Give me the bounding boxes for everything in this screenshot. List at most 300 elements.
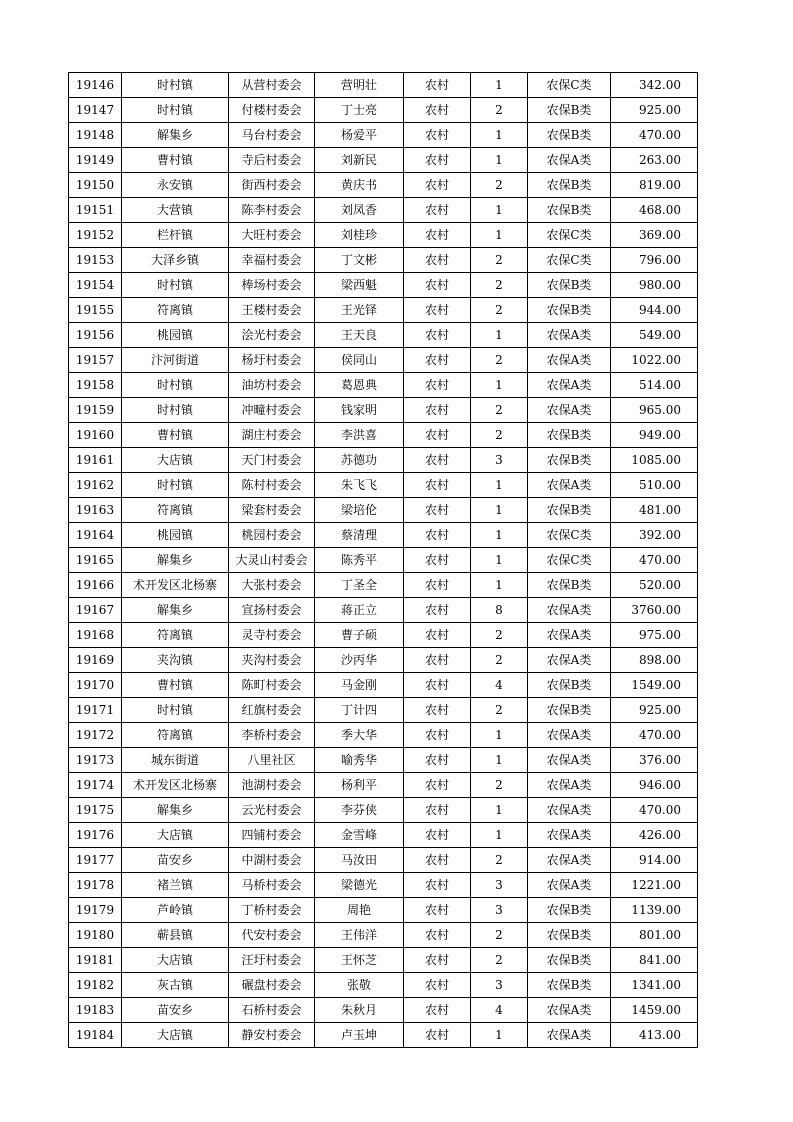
village-cell: 油坊村委会 [229, 373, 315, 398]
household-type-cell: 农村 [404, 273, 471, 298]
amount-cell: 376.00 [611, 748, 698, 773]
name-cell: 朱飞飞 [315, 473, 404, 498]
name-cell: 喻秀华 [315, 748, 404, 773]
member-count-cell: 2 [471, 248, 528, 273]
town-cell: 解集乡 [122, 598, 229, 623]
village-cell: 梁套村委会 [229, 498, 315, 523]
table-body [69, 73, 698, 1048]
record-id-cell: 19171 [69, 698, 122, 723]
record-id-cell: 19155 [69, 298, 122, 323]
record-id-cell: 19152 [69, 223, 122, 248]
record-id-cell: 19173 [69, 748, 122, 773]
member-count-cell: 3 [471, 898, 528, 923]
name-cell: 沙丙华 [315, 648, 404, 673]
household-type-cell: 农村 [404, 773, 471, 798]
amount-cell: 342.00 [611, 73, 698, 98]
village-cell: 幸福村委会 [229, 248, 315, 273]
table-row [69, 923, 698, 948]
village-cell: 汪圩村委会 [229, 948, 315, 973]
village-cell: 云光村委会 [229, 798, 315, 823]
category-cell: 农保A类 [528, 998, 611, 1023]
table-row [69, 673, 698, 698]
name-cell: 陈秀平 [315, 548, 404, 573]
table-row [69, 98, 698, 123]
table-row [69, 198, 698, 223]
amount-cell: 975.00 [611, 623, 698, 648]
table-row [69, 848, 698, 873]
town-cell: 解集乡 [122, 123, 229, 148]
amount-cell: 510.00 [611, 473, 698, 498]
amount-cell: 841.00 [611, 948, 698, 973]
record-id-cell: 19158 [69, 373, 122, 398]
amount-cell: 1459.00 [611, 998, 698, 1023]
name-cell: 季大华 [315, 723, 404, 748]
village-cell: 从营村委会 [229, 73, 315, 98]
record-id-cell: 19146 [69, 73, 122, 98]
household-type-cell: 农村 [404, 248, 471, 273]
table-row [69, 598, 698, 623]
table-row [69, 998, 698, 1023]
record-id-cell: 19147 [69, 98, 122, 123]
record-id-cell: 19176 [69, 823, 122, 848]
amount-cell: 1085.00 [611, 448, 698, 473]
village-cell: 夹沟村委会 [229, 648, 315, 673]
category-cell: 农保B类 [528, 423, 611, 448]
category-cell: 农保A类 [528, 473, 611, 498]
household-type-cell: 农村 [404, 723, 471, 748]
name-cell: 刘桂珍 [315, 223, 404, 248]
town-cell: 芦岭镇 [122, 898, 229, 923]
name-cell: 杨爱平 [315, 123, 404, 148]
member-count-cell: 1 [471, 323, 528, 348]
record-id-cell: 19183 [69, 998, 122, 1023]
member-count-cell: 3 [471, 973, 528, 998]
record-id-cell: 19177 [69, 848, 122, 873]
table-row [69, 773, 698, 798]
record-id-cell: 19178 [69, 873, 122, 898]
village-cell: 桃园村委会 [229, 523, 315, 548]
record-id-cell: 19167 [69, 598, 122, 623]
town-cell: 时村镇 [122, 373, 229, 398]
town-cell: 城东街道 [122, 748, 229, 773]
name-cell: 李洪喜 [315, 423, 404, 448]
category-cell: 农保B类 [528, 273, 611, 298]
town-cell: 时村镇 [122, 473, 229, 498]
category-cell: 农保B类 [528, 673, 611, 698]
category-cell: 农保A类 [528, 398, 611, 423]
record-id-cell: 19165 [69, 548, 122, 573]
village-cell: 街西村委会 [229, 173, 315, 198]
category-cell: 农保A类 [528, 623, 611, 648]
town-cell: 褚兰镇 [122, 873, 229, 898]
name-cell: 刘新民 [315, 148, 404, 173]
table-row [69, 498, 698, 523]
household-type-cell: 农村 [404, 148, 471, 173]
record-id-cell: 19174 [69, 773, 122, 798]
village-cell: 灵寺村委会 [229, 623, 315, 648]
table-row [69, 723, 698, 748]
name-cell: 马汝田 [315, 848, 404, 873]
town-cell: 栏杆镇 [122, 223, 229, 248]
town-cell: 符离镇 [122, 723, 229, 748]
village-cell: 大灵山村委会 [229, 548, 315, 573]
village-cell: 冲疃村委会 [229, 398, 315, 423]
name-cell: 卢玉坤 [315, 1023, 404, 1048]
table-row [69, 323, 698, 348]
table-row [69, 448, 698, 473]
record-id-cell: 19161 [69, 448, 122, 473]
amount-cell: 470.00 [611, 123, 698, 148]
village-cell: 天门村委会 [229, 448, 315, 473]
name-cell: 王伟洋 [315, 923, 404, 948]
record-id-cell: 19179 [69, 898, 122, 923]
village-cell: 浍光村委会 [229, 323, 315, 348]
household-type-cell: 农村 [404, 398, 471, 423]
amount-cell: 925.00 [611, 98, 698, 123]
category-cell: 农保A类 [528, 373, 611, 398]
name-cell: 刘凤香 [315, 198, 404, 223]
record-id-cell: 19149 [69, 148, 122, 173]
member-count-cell: 2 [471, 423, 528, 448]
household-type-cell: 农村 [404, 998, 471, 1023]
category-cell: 农保A类 [528, 848, 611, 873]
household-type-cell: 农村 [404, 523, 471, 548]
table-row [69, 73, 698, 98]
name-cell: 李芬侠 [315, 798, 404, 823]
table-row [69, 1023, 698, 1048]
amount-cell: 520.00 [611, 573, 698, 598]
member-count-cell: 4 [471, 673, 528, 698]
name-cell: 丁士亮 [315, 98, 404, 123]
village-cell: 杨圩村委会 [229, 348, 315, 373]
category-cell: 农保A类 [528, 873, 611, 898]
town-cell: 时村镇 [122, 273, 229, 298]
category-cell: 农保A类 [528, 798, 611, 823]
household-type-cell: 农村 [404, 323, 471, 348]
town-cell: 大店镇 [122, 823, 229, 848]
name-cell: 丁文彬 [315, 248, 404, 273]
member-count-cell: 2 [471, 98, 528, 123]
member-count-cell: 1 [471, 748, 528, 773]
member-count-cell: 1 [471, 823, 528, 848]
record-id-cell: 19153 [69, 248, 122, 273]
member-count-cell: 8 [471, 598, 528, 623]
village-cell: 丁桥村委会 [229, 898, 315, 923]
name-cell: 王怀芝 [315, 948, 404, 973]
member-count-cell: 2 [471, 273, 528, 298]
table-row [69, 398, 698, 423]
category-cell: 农保B类 [528, 123, 611, 148]
village-cell: 宣扬村委会 [229, 598, 315, 623]
town-cell: 符离镇 [122, 623, 229, 648]
record-id-cell: 19163 [69, 498, 122, 523]
household-type-cell: 农村 [404, 173, 471, 198]
household-type-cell: 农村 [404, 123, 471, 148]
amount-cell: 470.00 [611, 723, 698, 748]
category-cell: 农保B类 [528, 698, 611, 723]
name-cell: 钱家明 [315, 398, 404, 423]
member-count-cell: 2 [471, 923, 528, 948]
record-id-cell: 19157 [69, 348, 122, 373]
member-count-cell: 2 [471, 698, 528, 723]
village-cell: 大张村委会 [229, 573, 315, 598]
record-id-cell: 19164 [69, 523, 122, 548]
village-cell: 红旗村委会 [229, 698, 315, 723]
table-row [69, 698, 698, 723]
household-type-cell: 农村 [404, 1023, 471, 1048]
town-cell: 时村镇 [122, 73, 229, 98]
record-id-cell: 19184 [69, 1023, 122, 1048]
record-id-cell: 19181 [69, 948, 122, 973]
household-type-cell: 农村 [404, 598, 471, 623]
member-count-cell: 2 [471, 848, 528, 873]
town-cell: 大营镇 [122, 198, 229, 223]
record-id-cell: 19175 [69, 798, 122, 823]
name-cell: 丁计四 [315, 698, 404, 723]
category-cell: 农保B类 [528, 898, 611, 923]
record-id-cell: 19162 [69, 473, 122, 498]
member-count-cell: 1 [471, 1023, 528, 1048]
member-count-cell: 2 [471, 348, 528, 373]
amount-cell: 392.00 [611, 523, 698, 548]
village-cell: 陈町村委会 [229, 673, 315, 698]
member-count-cell: 2 [471, 173, 528, 198]
village-cell: 湖庄村委会 [229, 423, 315, 448]
table-row [69, 473, 698, 498]
name-cell: 王光铎 [315, 298, 404, 323]
town-cell: 大店镇 [122, 948, 229, 973]
town-cell: 灰古镇 [122, 973, 229, 998]
household-type-cell: 农村 [404, 498, 471, 523]
household-type-cell: 农村 [404, 298, 471, 323]
village-cell: 石桥村委会 [229, 998, 315, 1023]
village-cell: 王楼村委会 [229, 298, 315, 323]
village-cell: 马桥村委会 [229, 873, 315, 898]
amount-cell: 1341.00 [611, 973, 698, 998]
category-cell: 农保B类 [528, 173, 611, 198]
record-id-cell: 19150 [69, 173, 122, 198]
amount-cell: 514.00 [611, 373, 698, 398]
amount-cell: 819.00 [611, 173, 698, 198]
household-type-cell: 农村 [404, 573, 471, 598]
table-row [69, 798, 698, 823]
village-cell: 四铺村委会 [229, 823, 315, 848]
table-row [69, 123, 698, 148]
member-count-cell: 3 [471, 448, 528, 473]
town-cell: 术开发区北杨寨 [122, 773, 229, 798]
category-cell: 农保C类 [528, 73, 611, 98]
category-cell: 农保C类 [528, 548, 611, 573]
member-count-cell: 2 [471, 773, 528, 798]
category-cell: 农保C类 [528, 248, 611, 273]
amount-cell: 925.00 [611, 698, 698, 723]
household-type-cell: 农村 [404, 948, 471, 973]
name-cell: 金雪峰 [315, 823, 404, 848]
amount-cell: 426.00 [611, 823, 698, 848]
household-type-cell: 农村 [404, 623, 471, 648]
town-cell: 曹村镇 [122, 423, 229, 448]
amount-cell: 949.00 [611, 423, 698, 448]
amount-cell: 801.00 [611, 923, 698, 948]
table-row [69, 248, 698, 273]
town-cell: 解集乡 [122, 798, 229, 823]
table-row [69, 148, 698, 173]
category-cell: 农保B类 [528, 448, 611, 473]
town-cell: 符离镇 [122, 498, 229, 523]
record-id-cell: 19180 [69, 923, 122, 948]
village-cell: 大旺村委会 [229, 223, 315, 248]
amount-cell: 468.00 [611, 198, 698, 223]
category-cell: 农保A类 [528, 598, 611, 623]
town-cell: 解集乡 [122, 548, 229, 573]
table-row [69, 748, 698, 773]
name-cell: 梁西魁 [315, 273, 404, 298]
name-cell: 杨利平 [315, 773, 404, 798]
member-count-cell: 1 [471, 548, 528, 573]
village-cell: 付楼村委会 [229, 98, 315, 123]
household-type-cell: 农村 [404, 423, 471, 448]
name-cell: 丁圣全 [315, 573, 404, 598]
name-cell: 王天良 [315, 323, 404, 348]
member-count-cell: 1 [471, 123, 528, 148]
town-cell: 时村镇 [122, 698, 229, 723]
amount-cell: 796.00 [611, 248, 698, 273]
category-cell: 农保B类 [528, 923, 611, 948]
household-type-cell: 农村 [404, 98, 471, 123]
table-row [69, 173, 698, 198]
member-count-cell: 2 [471, 648, 528, 673]
member-count-cell: 1 [471, 223, 528, 248]
household-type-cell: 农村 [404, 373, 471, 398]
table-row [69, 898, 698, 923]
member-count-cell: 1 [471, 798, 528, 823]
category-cell: 农保B类 [528, 298, 611, 323]
record-id-cell: 19168 [69, 623, 122, 648]
name-cell: 周艳 [315, 898, 404, 923]
record-id-cell: 19151 [69, 198, 122, 223]
town-cell: 桃园镇 [122, 523, 229, 548]
household-type-cell: 农村 [404, 748, 471, 773]
table-row [69, 348, 698, 373]
town-cell: 苗安乡 [122, 998, 229, 1023]
amount-cell: 898.00 [611, 648, 698, 673]
village-cell: 碾盘村委会 [229, 973, 315, 998]
member-count-cell: 3 [471, 873, 528, 898]
category-cell: 农保B类 [528, 498, 611, 523]
town-cell: 时村镇 [122, 98, 229, 123]
table-row [69, 873, 698, 898]
household-type-cell: 农村 [404, 548, 471, 573]
name-cell: 葛恩典 [315, 373, 404, 398]
name-cell: 侯同山 [315, 348, 404, 373]
amount-cell: 263.00 [611, 148, 698, 173]
member-count-cell: 2 [471, 948, 528, 973]
category-cell: 农保B类 [528, 98, 611, 123]
amount-cell: 369.00 [611, 223, 698, 248]
category-cell: 农保A类 [528, 723, 611, 748]
household-type-cell: 农村 [404, 698, 471, 723]
record-id-cell: 19166 [69, 573, 122, 598]
table-row [69, 823, 698, 848]
record-id-cell: 19156 [69, 323, 122, 348]
town-cell: 术开发区北杨寨 [122, 573, 229, 598]
village-cell: 马台村委会 [229, 123, 315, 148]
household-type-cell: 农村 [404, 823, 471, 848]
amount-cell: 1139.00 [611, 898, 698, 923]
amount-cell: 470.00 [611, 798, 698, 823]
category-cell: 农保A类 [528, 648, 611, 673]
category-cell: 农保A类 [528, 323, 611, 348]
village-cell: 八里社区 [229, 748, 315, 773]
amount-cell: 481.00 [611, 498, 698, 523]
amount-cell: 3760.00 [611, 598, 698, 623]
name-cell: 黄庆书 [315, 173, 404, 198]
town-cell: 苗安乡 [122, 848, 229, 873]
record-id-cell: 19159 [69, 398, 122, 423]
village-cell: 李桥村委会 [229, 723, 315, 748]
amount-cell: 1022.00 [611, 348, 698, 373]
household-type-cell: 农村 [404, 848, 471, 873]
member-count-cell: 1 [471, 498, 528, 523]
member-count-cell: 1 [471, 723, 528, 748]
category-cell: 农保B类 [528, 973, 611, 998]
village-cell: 棒场村委会 [229, 273, 315, 298]
table-row [69, 273, 698, 298]
household-type-cell: 农村 [404, 923, 471, 948]
name-cell: 曹子硕 [315, 623, 404, 648]
amount-cell: 980.00 [611, 273, 698, 298]
village-cell: 池湖村委会 [229, 773, 315, 798]
town-cell: 时村镇 [122, 398, 229, 423]
member-count-cell: 1 [471, 523, 528, 548]
name-cell: 张敬 [315, 973, 404, 998]
village-cell: 陈村村委会 [229, 473, 315, 498]
table-row [69, 298, 698, 323]
household-type-cell: 农村 [404, 973, 471, 998]
name-cell: 朱秋月 [315, 998, 404, 1023]
table-row [69, 373, 698, 398]
village-cell: 静安村委会 [229, 1023, 315, 1048]
name-cell: 蔡清理 [315, 523, 404, 548]
household-type-cell: 农村 [404, 448, 471, 473]
village-cell: 陈李村委会 [229, 198, 315, 223]
town-cell: 汴河街道 [122, 348, 229, 373]
village-cell: 代安村委会 [229, 923, 315, 948]
category-cell: 农保C类 [528, 223, 611, 248]
table-row [69, 548, 698, 573]
table-row [69, 973, 698, 998]
town-cell: 曹村镇 [122, 148, 229, 173]
household-type-cell: 农村 [404, 198, 471, 223]
category-cell: 农保A类 [528, 148, 611, 173]
amount-cell: 914.00 [611, 848, 698, 873]
member-count-cell: 1 [471, 373, 528, 398]
record-id-cell: 19148 [69, 123, 122, 148]
table-row [69, 623, 698, 648]
record-id-cell: 19170 [69, 673, 122, 698]
table-row [69, 948, 698, 973]
table-row [69, 648, 698, 673]
amount-cell: 470.00 [611, 548, 698, 573]
category-cell: 农保B类 [528, 948, 611, 973]
town-cell: 蕲县镇 [122, 923, 229, 948]
member-count-cell: 4 [471, 998, 528, 1023]
village-cell: 中湖村委会 [229, 848, 315, 873]
amount-cell: 946.00 [611, 773, 698, 798]
category-cell: 农保A类 [528, 773, 611, 798]
amount-cell: 1221.00 [611, 873, 698, 898]
member-count-cell: 1 [471, 473, 528, 498]
